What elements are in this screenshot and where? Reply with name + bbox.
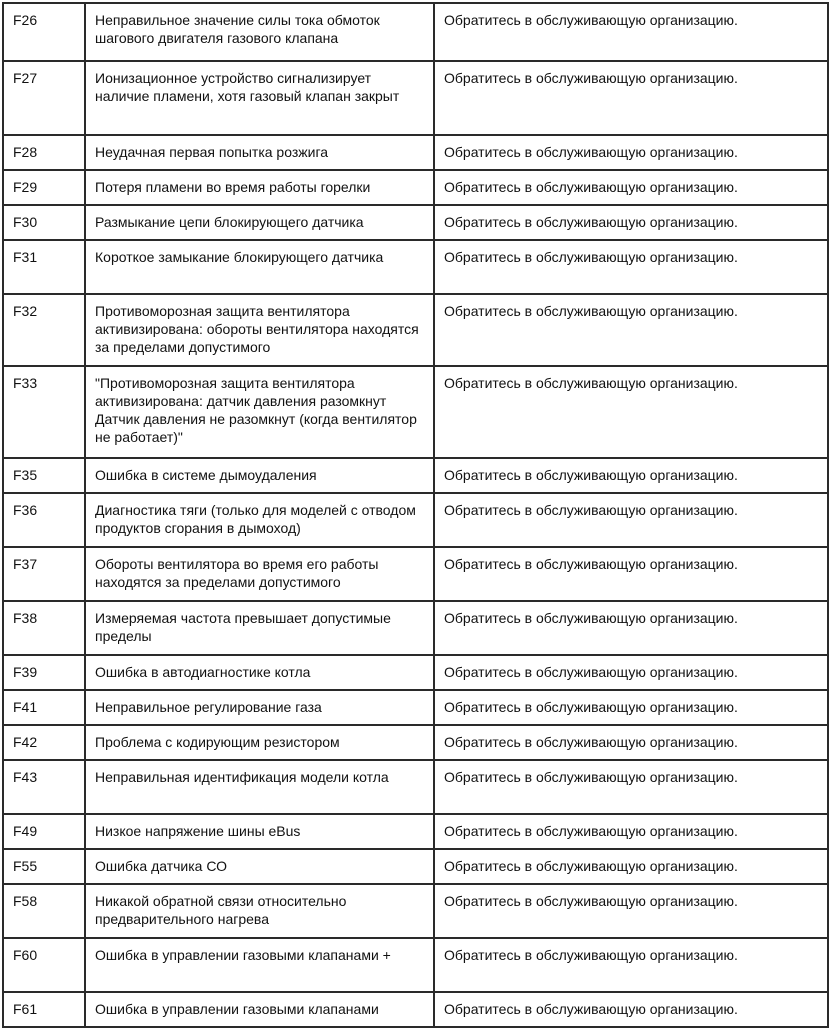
error-action-cell: Обратитесь в обслуживающую организацию. bbox=[434, 655, 828, 690]
error-code-cell: F30 bbox=[3, 205, 85, 240]
table-row bbox=[3, 294, 828, 366]
error-action-cell: Обратитесь в обслуживающую организацию. bbox=[434, 601, 828, 655]
table-row bbox=[3, 601, 828, 655]
error-description-cell: Ошибка датчика СО bbox=[85, 849, 434, 884]
table-row bbox=[3, 170, 828, 205]
error-action-cell: Обратитесь в обслуживающую организацию. bbox=[434, 240, 828, 294]
error-description-cell: Размыкание цепи блокирующего датчика bbox=[85, 205, 434, 240]
error-action-cell: Обратитесь в обслуживающую организацию. bbox=[434, 135, 828, 170]
table-row bbox=[3, 655, 828, 690]
error-code-cell: F27 bbox=[3, 61, 85, 135]
error-code-cell: F60 bbox=[3, 938, 85, 992]
error-code-cell: F38 bbox=[3, 601, 85, 655]
error-description-cell: Ошибка в управлении газовыми клапанами + bbox=[85, 938, 434, 992]
error-action-cell: Обратитесь в обслуживающую организацию. bbox=[434, 814, 828, 849]
table-row bbox=[3, 547, 828, 601]
error-code-cell: F35 bbox=[3, 458, 85, 493]
table-row bbox=[3, 493, 828, 547]
error-action-cell: Обратитесь в обслуживающую организацию. bbox=[434, 61, 828, 135]
table-row bbox=[3, 458, 828, 493]
error-action-cell: Обратитесь в обслуживающую организацию. bbox=[434, 205, 828, 240]
error-description-cell: Диагностика тяги (только для моделей с отводом продуктов сгорания в дымоход) bbox=[85, 493, 434, 547]
error-code-cell: F41 bbox=[3, 690, 85, 725]
error-description-cell: Измеряемая частота превышает допустимые пределы bbox=[85, 601, 434, 655]
error-action-cell: Обратитесь в обслуживающую организацию. bbox=[434, 366, 828, 458]
error-description-cell: Низкое напряжение шины eBus bbox=[85, 814, 434, 849]
error-description-cell: Неправильная идентификация модели котла bbox=[85, 760, 434, 814]
error-description-cell: Ошибка в системе дымоудаления bbox=[85, 458, 434, 493]
error-description-cell: Потеря пламени во время работы горелки bbox=[85, 170, 434, 205]
error-code-cell: F37 bbox=[3, 547, 85, 601]
error-action-cell: Обратитесь в обслуживающую организацию. bbox=[434, 760, 828, 814]
table-row bbox=[3, 938, 828, 992]
error-description-cell: Неправильное регулирование газа bbox=[85, 690, 434, 725]
error-code-cell: F55 bbox=[3, 849, 85, 884]
error-action-cell: Обратитесь в обслуживающую организацию. bbox=[434, 170, 828, 205]
error-action-cell: Обратитесь в обслуживающую организацию. bbox=[434, 849, 828, 884]
table-row bbox=[3, 240, 828, 294]
table-row bbox=[3, 725, 828, 760]
table-row bbox=[3, 366, 828, 458]
error-description-cell: Ионизационное устройство сигнализирует наличие пламени, хотя газовый клапан закрыт bbox=[85, 61, 434, 135]
error-code-cell: F36 bbox=[3, 493, 85, 547]
table-row bbox=[3, 814, 828, 849]
table-row bbox=[3, 992, 828, 1027]
error-code-cell: F28 bbox=[3, 135, 85, 170]
error-description-cell: Обороты вентилятора во время его работы находятся за пределами допустимого bbox=[85, 547, 434, 601]
error-action-cell: Обратитесь в обслуживающую организацию. bbox=[434, 547, 828, 601]
error-action-cell: Обратитесь в обслуживающую организацию. bbox=[434, 3, 828, 61]
error-action-cell: Обратитесь в обслуживающую организацию. bbox=[434, 458, 828, 493]
error-code-cell: F39 bbox=[3, 655, 85, 690]
table-row bbox=[3, 760, 828, 814]
table-row bbox=[3, 61, 828, 135]
table-row bbox=[3, 690, 828, 725]
error-action-cell: Обратитесь в обслуживающую организацию. bbox=[434, 725, 828, 760]
error-code-cell: F33 bbox=[3, 366, 85, 458]
error-code-cell: F42 bbox=[3, 725, 85, 760]
table-row bbox=[3, 3, 828, 61]
error-action-cell: Обратитесь в обслуживающую организацию. bbox=[434, 992, 828, 1027]
table-row bbox=[3, 205, 828, 240]
table-row bbox=[3, 884, 828, 938]
error-code-cell: F29 bbox=[3, 170, 85, 205]
error-description-cell: Короткое замыкание блокирующего датчика bbox=[85, 240, 434, 294]
error-action-cell: Обратитесь в обслуживающую организацию. bbox=[434, 884, 828, 938]
error-code-cell: F49 bbox=[3, 814, 85, 849]
error-description-cell: Ошибка в управлении газовыми клапанами bbox=[85, 992, 434, 1027]
error-action-cell: Обратитесь в обслуживающую организацию. bbox=[434, 938, 828, 992]
error-description-cell: Неудачная первая попытка розжига bbox=[85, 135, 434, 170]
error-description-cell: Неправильное значение силы тока обмоток шагового двигателя газового клапана bbox=[85, 3, 434, 61]
error-code-cell: F61 bbox=[3, 992, 85, 1027]
error-description-cell: Никакой обратной связи относительно предварительного нагрева bbox=[85, 884, 434, 938]
error-description-cell: Проблема с кодирующим резистором bbox=[85, 725, 434, 760]
error-code-cell: F58 bbox=[3, 884, 85, 938]
error-description-cell: Ошибка в автодиагностике котла bbox=[85, 655, 434, 690]
error-action-cell: Обратитесь в обслуживающую организацию. bbox=[434, 294, 828, 366]
table-row bbox=[3, 135, 828, 170]
error-description-cell: "Противоморозная защита вентилятора активизирована: датчик давления разомкнут Датчик давления не разомкнут (когда вентилятор не работает)" bbox=[85, 366, 434, 458]
table-row bbox=[3, 849, 828, 884]
error-description-cell: Противоморозная защита вентилятора активизирована: обороты вентилятора находятся за пределами допустимого bbox=[85, 294, 434, 366]
error-action-cell: Обратитесь в обслуживающую организацию. bbox=[434, 690, 828, 725]
error-code-cell: F32 bbox=[3, 294, 85, 366]
error-action-cell: Обратитесь в обслуживающую организацию. bbox=[434, 493, 828, 547]
error-code-cell: F43 bbox=[3, 760, 85, 814]
error-codes-table bbox=[2, 2, 829, 1028]
error-code-cell: F26 bbox=[3, 3, 85, 61]
error-code-cell: F31 bbox=[3, 240, 85, 294]
